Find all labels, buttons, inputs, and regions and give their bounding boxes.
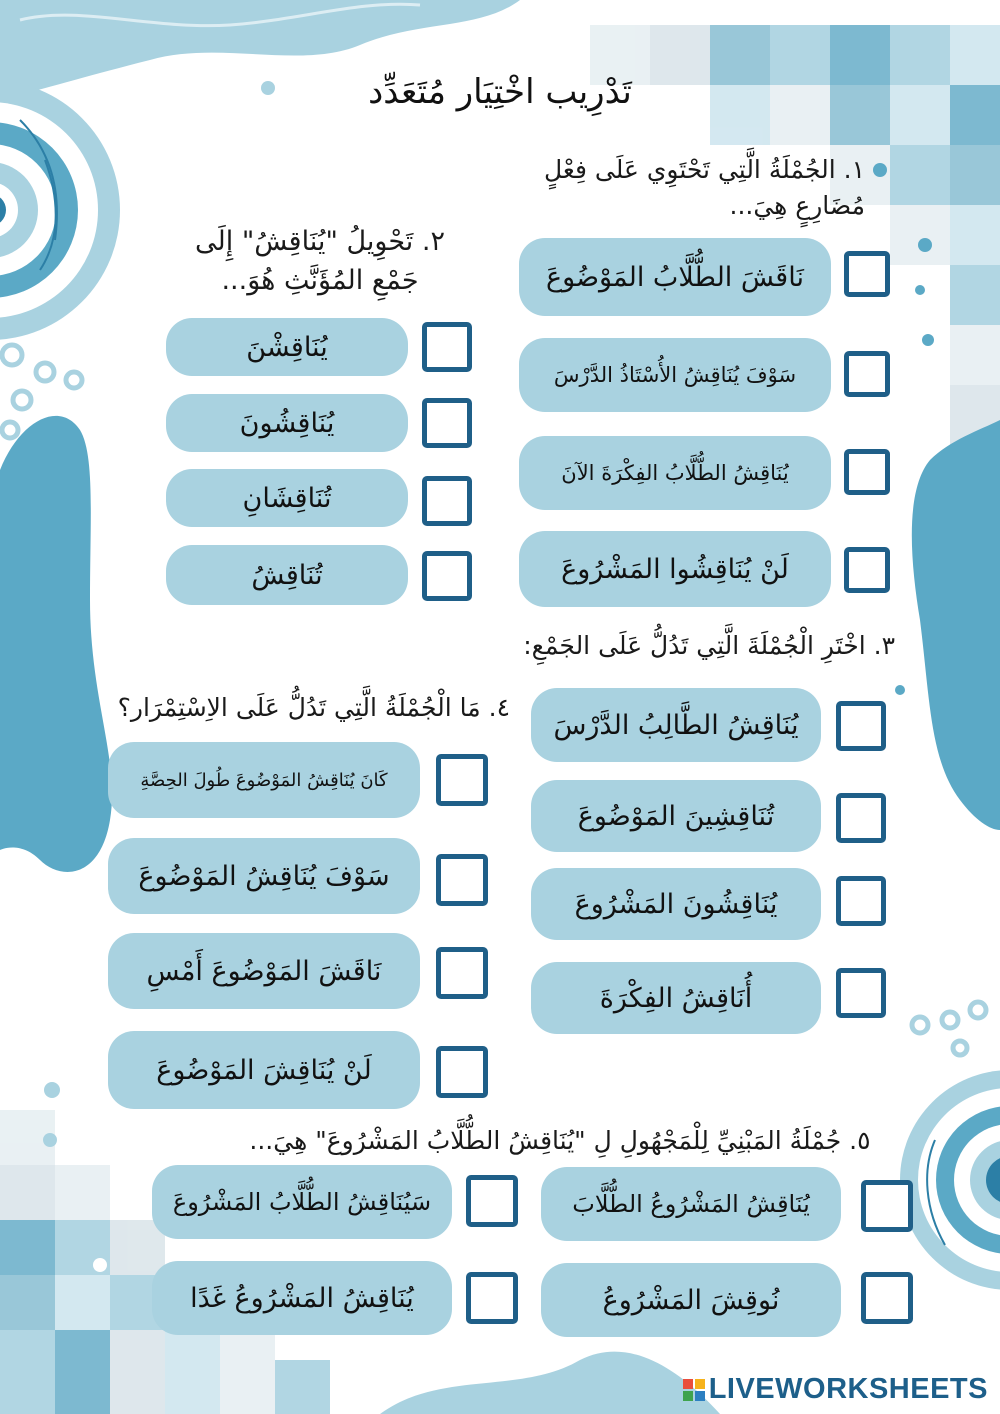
question-5-checkbox-2[interactable] — [466, 1175, 518, 1227]
question-4-checkbox-1[interactable] — [436, 754, 488, 806]
question-3-checkbox-4[interactable] — [836, 968, 886, 1018]
question-5-checkbox-4[interactable] — [466, 1272, 518, 1324]
question-4-option-3[interactable]: نَاقَشَ المَوْضُوعَ أَمْسِ — [108, 933, 420, 1009]
liveworksheets-logo-text: LIVEWORKSHEETS — [708, 1373, 988, 1405]
question-4-prompt: ٤. مَا الْجُمْلَةُ الَّتِي تَدُلُّ عَلَى الاِسْتِمْرَار؟ — [117, 693, 510, 722]
question-2-option-3[interactable]: تُنَاقِشَانِ — [166, 469, 408, 527]
question-4-option-4[interactable]: لَنْ يُنَاقِشَ المَوْضُوعَ — [108, 1031, 420, 1109]
question-2-prompt: ٢. تَحْوِيلُ "يُنَاقِشُ" إِلَى جَمْعِ المُؤَنَّثِ هُوَ... — [195, 226, 445, 297]
question-3-option-1[interactable]: يُنَاقِشُ الطَّالِبُ الدَّرْسَ — [531, 688, 821, 762]
question-5-prompt: ٥. جُمْلَةُ المَبْنِيِّ لِلْمَجْهُولِ لِ "يُنَاقِشُ الطُّلَّابُ المَشْرُوعَ" هِيَ... — [249, 1126, 871, 1155]
question-3-checkbox-1[interactable] — [836, 701, 886, 751]
liveworksheets-logo — [683, 1373, 988, 1406]
question-2-checkbox-2[interactable] — [422, 398, 472, 448]
question-3-checkbox-3[interactable] — [836, 876, 886, 926]
question-2-checkbox-1[interactable] — [422, 322, 472, 372]
question-2-option-2[interactable]: يُنَاقِشُونَ — [166, 394, 408, 452]
question-2-option-1[interactable]: يُنَاقِشْنَ — [166, 318, 408, 376]
question-1-prompt: ١. الجُمْلَةُ الَّتِي تَحْتَوِي عَلَى فِعْلٍ مُضَارِعٍ هِيَ... — [544, 155, 865, 221]
question-5-checkbox-1[interactable] — [861, 1180, 913, 1232]
question-5-option-3[interactable]: نُوقِشَ المَشْرُوعُ — [541, 1263, 841, 1337]
question-1-option-1[interactable]: نَاقَشَ الطُّلَّابُ المَوْضُوعَ — [519, 238, 831, 316]
question-2-option-4[interactable]: تُنَاقِشُ — [166, 545, 408, 605]
liveworksheets-logo-icon — [683, 1379, 705, 1401]
question-5-option-4[interactable]: يُنَاقِشُ المَشْرُوعُ غَدًا — [152, 1261, 452, 1335]
question-1-checkbox-2[interactable] — [844, 351, 890, 397]
question-3-option-3[interactable]: يُنَاقِشُونَ المَشْرُوعَ — [531, 868, 821, 940]
question-4-option-1[interactable]: كَانَ يُنَاقِشُ المَوْضُوعَ طُولَ الحِصَّةِ — [108, 742, 420, 818]
question-5-option-1[interactable]: يُنَاقِشُ المَشْرُوعُ الطُّلَّابَ — [541, 1167, 841, 1241]
question-4-option-2[interactable]: سَوْفَ يُنَاقِشُ المَوْضُوعَ — [108, 838, 420, 914]
question-2-checkbox-3[interactable] — [422, 476, 472, 526]
question-1-option-3[interactable]: يُنَاقِشُ الطُّلَّابُ الفِكْرَةَ الآنَ — [519, 436, 831, 510]
question-3-prompt: ٣. اخْتَرِ الْجُمْلَةَ الَّتِي تَدُلُّ عَلَى الجَمْعِ: — [523, 631, 895, 660]
question-2-checkbox-4[interactable] — [422, 551, 472, 601]
question-1-checkbox-1[interactable] — [844, 251, 890, 297]
question-3-checkbox-2[interactable] — [836, 793, 886, 843]
question-1-option-2[interactable]: سَوْفَ يُنَاقِشُ الأُسْتَاذُ الدَّرْسَ — [519, 338, 831, 412]
question-5-option-2[interactable]: سَيُنَاقِشُ الطُّلَّابُ المَشْرُوعَ — [152, 1165, 452, 1239]
question-5-checkbox-3[interactable] — [861, 1272, 913, 1324]
worksheet-title: تَدْرِيب اخْتِيَار مُتَعَدِّد — [368, 72, 632, 112]
question-3-option-4[interactable]: أُنَاقِشُ الفِكْرَةَ — [531, 962, 821, 1034]
question-1-option-4[interactable]: لَنْ يُنَاقِشُوا المَشْرُوعَ — [519, 531, 831, 607]
question-1-checkbox-3[interactable] — [844, 449, 890, 495]
question-4-checkbox-2[interactable] — [436, 854, 488, 906]
question-1-checkbox-4[interactable] — [844, 547, 890, 593]
question-4-checkbox-4[interactable] — [436, 1046, 488, 1098]
question-3-option-2[interactable]: تُنَاقِشِينَ المَوْضُوعَ — [531, 780, 821, 852]
question-4-checkbox-3[interactable] — [436, 947, 488, 999]
